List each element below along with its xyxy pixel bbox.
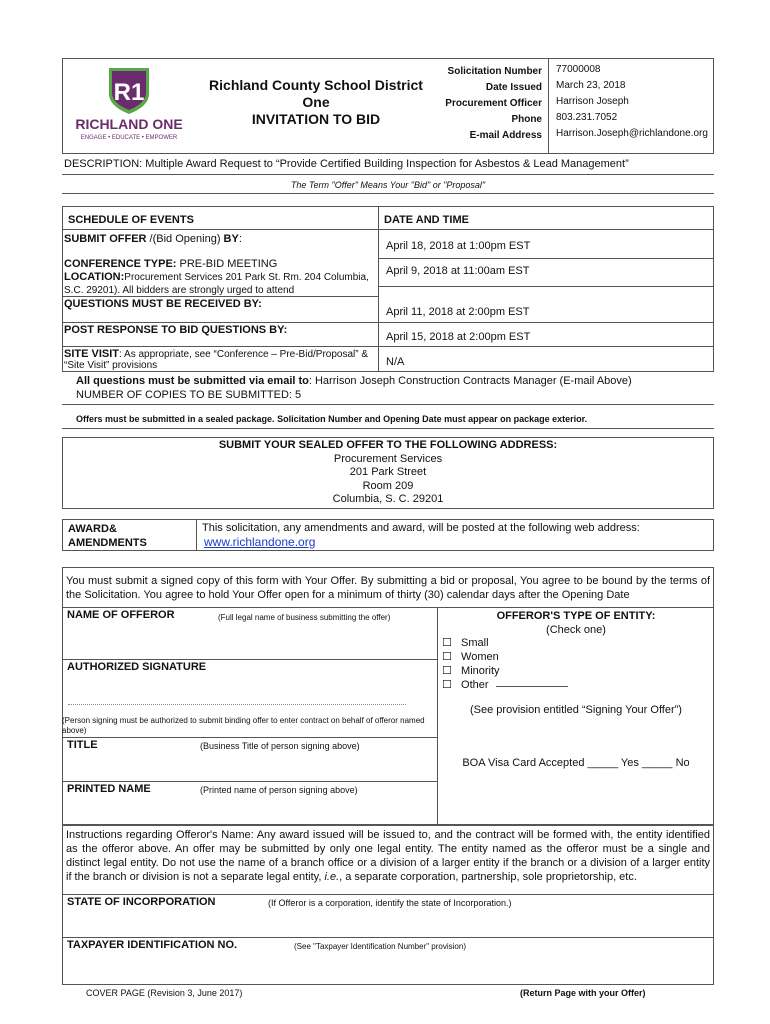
label-solicitation-number: Solicitation Number [447, 66, 542, 77]
address-line: Room 209 [362, 479, 414, 492]
row-line [62, 322, 714, 323]
divider [62, 937, 714, 938]
submission-address [62, 439, 714, 507]
submit-offer-mid: /(Bid Opening) [146, 233, 224, 245]
entity-type-subtitle: (Check one) [546, 624, 606, 636]
entity-option-label: Other [461, 679, 489, 691]
entity-options [442, 636, 500, 692]
instructions-text-b: , a separate corporation, partnership, sole proprietorship, etc. [339, 871, 637, 883]
divider [62, 428, 714, 429]
signing-provision-note: (See provision entitled “Signing Your Offer”) [470, 704, 682, 716]
award-divider [196, 519, 197, 551]
location-text-1: Procurement Services 201 Park St. Rm. 204 Columbia, [124, 272, 369, 283]
label-date-issued: Date Issued [485, 82, 542, 93]
field-line [62, 781, 437, 782]
site-visit-label [64, 349, 368, 371]
address-title: SUBMIT YOUR SEALED OFFER TO THE FOLLOWING ADDRESS: [218, 439, 558, 451]
divider [62, 174, 714, 175]
row-line [378, 286, 714, 287]
site-visit-bold: SITE VISIT [64, 348, 120, 360]
submit-offer-colon: : [238, 233, 242, 245]
entity-option-small[interactable] [442, 636, 500, 650]
taxpayer-id-label: TAXPAYER IDENTIFICATION NO. [67, 939, 238, 951]
submit-offer-by: BY [223, 233, 239, 245]
offer-divider [437, 607, 438, 825]
divider [62, 607, 714, 608]
offeror-name-hint: (Full legal name of business submitting the offer) [218, 613, 391, 622]
title-field[interactable] [63, 753, 437, 779]
divider [62, 404, 714, 405]
entity-option-other[interactable] [442, 678, 500, 692]
conference-date: April 9, 2018 at 11:00am EST [386, 265, 530, 277]
submit-offer-bold: SUBMIT OFFER [64, 233, 147, 245]
submit-offer-date: April 18, 2018 at 1:00pm EST [386, 240, 531, 252]
post-response-date: April 15, 2018 at 2:00pm EST [386, 331, 531, 343]
label-procurement-officer: Procurement Officer [445, 98, 542, 109]
authorized-signature-hint: (Person signing must be authorized to submit binding offer to enter contract on behalf of offeror named above) [62, 716, 425, 735]
taxpayer-id-hint: (See "Taxpayer Identification Number" provision) [294, 942, 466, 951]
site-visit-line-1 [64, 349, 368, 360]
document-title [196, 77, 436, 128]
offeror-name-instructions [66, 828, 710, 884]
questions-date: April 11, 2018 at 2:00pm EST [386, 306, 530, 318]
row-line [62, 346, 714, 347]
questions-email-bold: All questions must be submitted via email to [76, 375, 309, 387]
shield-logo-icon [66, 66, 192, 146]
district-logo [66, 66, 192, 146]
instructions-text-ie: i.e. [324, 871, 340, 883]
label-email: E-mail Address [469, 130, 542, 141]
award-text: This solicitation, any amendments and award, will be posted at the following web address: [202, 522, 640, 534]
entity-option-minority[interactable] [442, 664, 500, 678]
printed-name-label: PRINTED NAME [67, 783, 151, 795]
address-line: Procurement Services [333, 452, 443, 465]
award-label-line-1: AWARD& [68, 523, 117, 535]
solicitation-info-values [556, 62, 714, 142]
conference-type [64, 258, 369, 271]
taxpayer-id-field[interactable] [63, 953, 713, 983]
signature-line [68, 704, 406, 705]
instructions-text-a: Instructions regarding Offeror's Name: Any award issued will be issued to, and the contract will be formed with, the entity identified as the offeror above. An offer may be submitted by only one legal entity. The entity named as the offeror must be a single and distinct legal entity. Do not use the name of a branch office or a division of a larger entity if the branch or a division of a larger entity if the branch or division is not a separate legal entity, [66, 829, 710, 883]
copies-note: NUMBER OF COPIES TO BE SUBMITTED: 5 [76, 389, 302, 401]
value-procurement-officer: Harrison Joseph [556, 96, 629, 107]
site-visit-text-1: : As appropriate, see “Conference – Pre-Bid/Proposal” & [119, 349, 369, 360]
value-solicitation-number: 77000008 [556, 64, 601, 75]
value-date-issued: March 23, 2018 [556, 80, 626, 91]
post-response-label: POST RESPONSE TO BID QUESTIONS BY: [64, 324, 288, 336]
sealed-package-note: Offers must be submitted in a sealed package. Solicitation Number and Opening Date must appear on package exterior. [76, 414, 588, 424]
address-line: 201 Park Street [349, 466, 427, 478]
conference-type-bold: CONFERENCE TYPE: [64, 258, 177, 270]
entity-type-title: OFFEROR'S TYPE OF ENTITY: [496, 610, 656, 622]
schedule-heading: SCHEDULE OF EVENTS [68, 214, 194, 226]
title-line-3: INVITATION TO BID [251, 111, 381, 127]
row-line [62, 229, 714, 230]
state-of-incorporation-field[interactable] [63, 910, 713, 936]
award-label [68, 522, 147, 550]
questions-email-rest: : Harrison Joseph Construction Contracts Manager (E-mail Above) [308, 375, 632, 387]
value-email[interactable]: Harrison.Joseph@richlandone.org [556, 128, 708, 139]
site-visit-text-2: “Site Visit” provisions [64, 360, 158, 371]
entity-option-label: Small [461, 637, 489, 649]
logo-tagline: ENGAGE • EDUCATE • EMPOWER [80, 135, 178, 141]
entity-option-women[interactable] [442, 650, 500, 664]
offer-term-note: The Term "Offer" Means Your "Bid" or "Proposal" [290, 180, 486, 190]
conference-location [64, 271, 369, 284]
questions-email-note [76, 375, 632, 387]
offeror-name-label: NAME OF OFFEROR [67, 609, 175, 621]
footer-cover-page: COVER PAGE (Revision 3, June 2017) [86, 988, 243, 998]
state-of-incorporation-label: STATE OF INCORPORATION [67, 896, 216, 908]
location-label: LOCATION: [64, 271, 125, 283]
authorized-signature-label: AUTHORIZED SIGNATURE [67, 661, 207, 673]
header-divider [548, 58, 549, 154]
entity-option-label: Women [461, 651, 499, 663]
title-line-1: Richland County School District [209, 77, 423, 93]
printed-name-field[interactable] [63, 798, 437, 824]
offer-intro: You must submit a signed copy of this form with Your Offer. By submitting a bid or proposal, You agree to be bound by the terms of the Solicitation. You agree to hold Your Offer open for a minimum of thirty (30) calendar days after the Opening Date [66, 575, 710, 601]
website-link[interactable]: www.richlandone.org [204, 535, 316, 549]
description: DESCRIPTION: Multiple Award Request to “Provide Certified Building Inspection for Asbestos & Lead Management” [64, 158, 629, 170]
questions-label: QUESTIONS MUST BE RECEIVED BY: [64, 298, 262, 310]
solicitation-info-labels [420, 64, 542, 144]
title-line-2: One [302, 94, 330, 110]
field-line [62, 659, 437, 660]
label-phone: Phone [511, 114, 542, 125]
submit-offer-label [64, 233, 242, 245]
printed-name-hint: (Printed name of person signing above) [200, 785, 358, 795]
title-label: TITLE [67, 739, 98, 751]
address-line: Columbia, S. C. 29201 [332, 493, 444, 505]
value-phone: 803.231.7052 [556, 112, 618, 123]
location-text-2: S.C. 29201). All bidders are strongly urged to attend [64, 285, 295, 296]
authorized-signature-field[interactable] [63, 676, 437, 702]
other-entity-line[interactable] [496, 686, 568, 687]
award-label-line-2: AMENDMENTS [68, 537, 147, 549]
logo-name: RICHLAND ONE [75, 116, 183, 132]
visa-card-accepted: BOA Visa Card Accepted _____ Yes _____ No [462, 757, 690, 769]
divider [62, 894, 714, 895]
divider [62, 193, 714, 194]
field-line [62, 737, 437, 738]
checkbox-icon[interactable]: ☐ [442, 636, 452, 649]
footer-return-page: (Return Page with your Offer) [520, 988, 646, 998]
logo-monogram: R1 [113, 79, 145, 106]
title-hint: (Business Title of person signing above) [200, 741, 360, 751]
conference-label [64, 258, 369, 297]
site-visit-value: N/A [386, 356, 405, 368]
checkbox-icon[interactable]: ☐ [442, 650, 452, 663]
checkbox-icon[interactable]: ☐ [442, 678, 452, 691]
schedule-divider [378, 206, 379, 372]
entity-option-label: Minority [461, 665, 500, 677]
date-time-heading: DATE AND TIME [384, 214, 469, 226]
state-of-incorporation-hint: (If Offeror is a corporation, identify the state of Incorporation.) [268, 898, 512, 908]
checkbox-icon[interactable]: ☐ [442, 664, 452, 677]
row-line [378, 258, 714, 259]
conference-type-rest: PRE-BID MEETING [176, 258, 278, 270]
offeror-name-field[interactable] [63, 624, 437, 658]
